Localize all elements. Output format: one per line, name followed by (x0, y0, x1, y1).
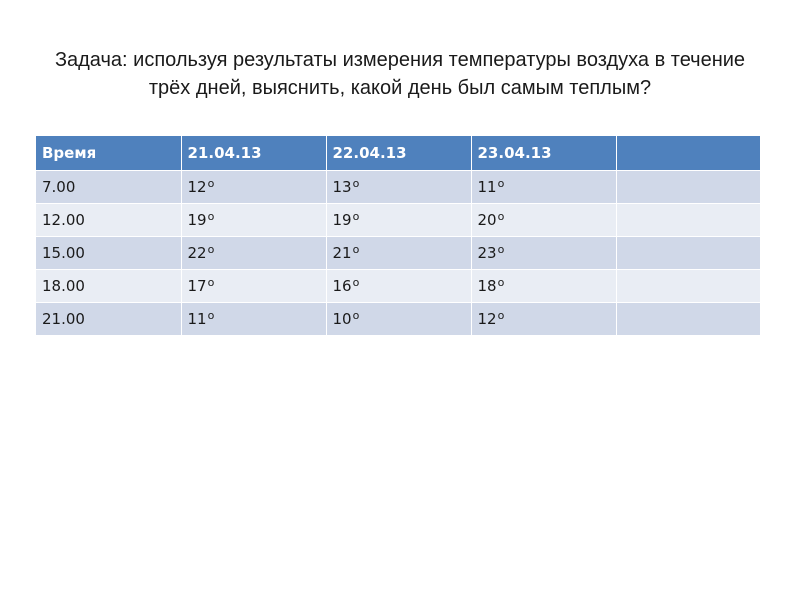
degree-mark: о (497, 210, 505, 223)
temp-cell (181, 302, 326, 335)
degree-mark: о (352, 309, 360, 322)
temp-value: 18 (477, 277, 497, 295)
temperature-table (36, 136, 761, 336)
degree-mark: о (497, 177, 505, 190)
header-day-2: 22.04.13 (326, 136, 471, 170)
temp-cell (181, 170, 326, 203)
time-cell: 12.00 (36, 203, 181, 236)
degree-mark: о (207, 276, 215, 289)
temp-cell (471, 302, 616, 335)
temp-value: 21 (332, 244, 352, 262)
temp-value: 20 (477, 211, 497, 229)
degree-mark: о (497, 243, 505, 256)
degree-mark: о (207, 177, 215, 190)
temp-value: 17 (187, 277, 207, 295)
degree-mark: о (207, 210, 215, 223)
header-day-3: 23.04.13 (471, 136, 616, 170)
temp-value: 11 (477, 178, 497, 196)
temp-cell (471, 236, 616, 269)
time-cell: 21.00 (36, 302, 181, 335)
degree-mark: о (207, 309, 215, 322)
degree-mark: о (352, 177, 360, 190)
degree-mark: о (207, 243, 215, 256)
temp-cell (471, 203, 616, 236)
empty-cell (616, 203, 760, 236)
temp-value: 11 (187, 310, 207, 328)
temp-cell (326, 236, 471, 269)
table-row (36, 302, 760, 335)
table-header-row (36, 136, 760, 170)
temp-cell (471, 170, 616, 203)
temp-cell (326, 203, 471, 236)
time-cell: 7.00 (36, 170, 181, 203)
temp-cell (181, 203, 326, 236)
header-empty (616, 136, 760, 170)
time-cell: 15.00 (36, 236, 181, 269)
temp-cell (326, 302, 471, 335)
header-time: Время (36, 136, 181, 170)
header-day-1: 21.04.13 (181, 136, 326, 170)
table-row (36, 269, 760, 302)
degree-mark: о (352, 243, 360, 256)
temp-value: 19 (332, 211, 352, 229)
slide-title: Задача: используя результаты измерения температуры воздуха в течение трёх дней, выяснить, какой день был самым теплым? (54, 49, 746, 99)
table-row (36, 236, 760, 269)
temp-value: 23 (477, 244, 497, 262)
empty-cell (616, 236, 760, 269)
temp-cell (326, 269, 471, 302)
empty-cell (616, 269, 760, 302)
temp-value: 12 (187, 178, 207, 196)
temp-value: 13 (332, 178, 352, 196)
temp-cell (181, 236, 326, 269)
empty-cell (616, 170, 760, 203)
degree-mark: о (352, 276, 360, 289)
empty-cell (616, 302, 760, 335)
table-row (36, 170, 760, 203)
temp-cell (181, 269, 326, 302)
temp-value: 12 (477, 310, 497, 328)
temp-value: 22 (187, 244, 207, 262)
temp-cell (471, 269, 616, 302)
degree-mark: о (497, 276, 505, 289)
temp-cell (326, 170, 471, 203)
temp-value: 19 (187, 211, 207, 229)
degree-mark: о (497, 309, 505, 322)
temp-value: 16 (332, 277, 352, 295)
temp-value: 10 (332, 310, 352, 328)
degree-mark: о (352, 210, 360, 223)
time-cell: 18.00 (36, 269, 181, 302)
table-row (36, 203, 760, 236)
